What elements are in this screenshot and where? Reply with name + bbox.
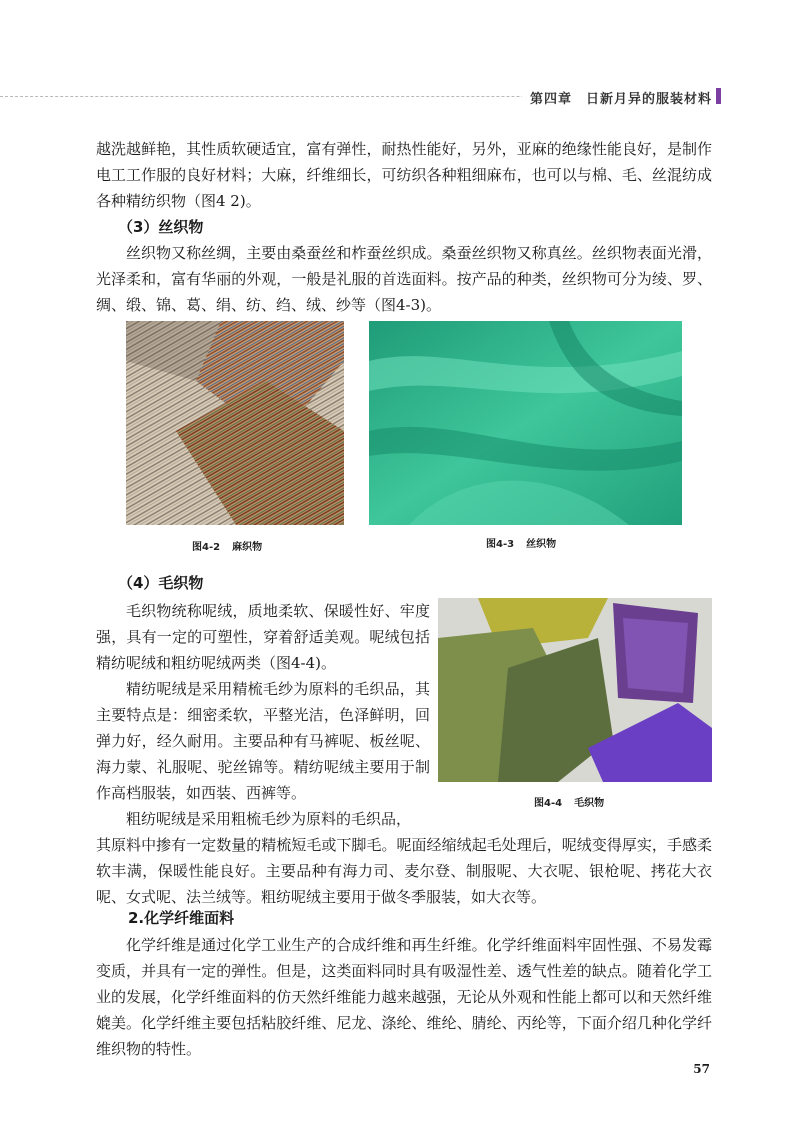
figure-4-4-caption bbox=[534, 794, 604, 809]
figure-label: 丝织物 bbox=[526, 539, 557, 550]
section-chemical-fiber-paragraph: 化学纤维是通过化学工业生产的合成纤维和再生纤维。化学纤维面料牢固性强、不易发霉变质，并具有一定的弹性。但是，这类面料同时具有吸湿性差、透气性差的缺点。随着化学工业的发展，化学纤维面料的仿天然纤维能力越来越强，无论从外观和性能上都可以和天然纤维媲美。化学纤维主要包括粘胶纤维、尼龙、涤纶、维纶、腈纶、丙纶等，下面介绍几种化学纤维织物的特性。 bbox=[96, 936, 712, 1058]
section-silk-heading: （3）丝织物 bbox=[118, 218, 204, 236]
figure-4-2-caption bbox=[192, 538, 262, 553]
chapter-accent-bar bbox=[716, 88, 721, 104]
silk-fabric-photo bbox=[369, 321, 682, 525]
section-wool-paragraph-2: 精纺呢绒是采用精梳毛纱为原料的毛织品，其主要特点是：细密柔软，平整光洁，色泽鲜明，回弹力好，经久耐用。主要品种有马裤呢、板丝呢、海力蒙、礼服呢、驼丝锦等。精纺呢绒主要用于制作高档服装，如西装、西裤等。 bbox=[96, 680, 430, 802]
section-wool-paragraph-3-rest: 其原料中掺有一定数量的精梳短毛或下脚毛。呢面经缩绒起毛处理后，呢绒变得厚实，手感柔软丰满，保暖性能良好。主要品种有海力司、麦尔登、制服呢、大衣呢、银枪呢、拷花大衣呢、女式呢、法兰绒等。粗纺呢绒主要用于做冬季服装，如大衣等。 bbox=[96, 836, 712, 906]
figure-number: 图4-2 bbox=[192, 542, 221, 553]
section-chemical-fiber-heading: 2.化学纤维面料 bbox=[128, 909, 235, 927]
figure-number: 图4-4 bbox=[534, 798, 563, 809]
page-number: 57 bbox=[693, 1062, 710, 1076]
figure-label: 毛织物 bbox=[574, 798, 605, 809]
linen-fabric-photo bbox=[126, 321, 344, 525]
section-silk-paragraph: 丝织物又称丝绸，主要由桑蚕丝和柞蚕丝织成。桑蚕丝织物又称真丝。丝织物表面光滑，光泽柔和，富有华丽的外观，一般是礼服的首选面料。按产品的种类，丝织物可分为绫、罗、绸、缎、锦、葛、绢、纺、绉、绒、纱等（图4-3)。 bbox=[96, 244, 712, 314]
intro-paragraph: 越洗越鲜艳，其性质软硬适宜，富有弹性，耐热性能好，另外，亚麻的绝缘性能良好，是制作电工工作服的良好材料；大麻，纤维细长，可纺织各种粗细麻布，也可以与棉、毛、丝混纺成各种精纺织物（图4 2)。 bbox=[96, 140, 712, 210]
chapter-title: 第四章 日新月异的服装材料 bbox=[522, 88, 712, 107]
section-wool-paragraph-1: 毛织物统称呢绒，质地柔软、保暖性好、牢度强，具有一定的可塑性，穿着舒适美观。呢绒包括精纺呢绒和粗纺呢绒两类（图4-4)。 bbox=[96, 602, 430, 672]
section-wool-heading: （4）毛织物 bbox=[118, 574, 204, 592]
figure-4-3-caption bbox=[486, 535, 556, 550]
figure-label: 麻织物 bbox=[232, 542, 263, 553]
wool-fabric-photo bbox=[438, 598, 712, 782]
section-wool-paragraph-3-start: 粗纺呢绒是采用粗梳毛纱为原料的毛织品， bbox=[126, 810, 412, 828]
figure-number: 图4-3 bbox=[486, 539, 515, 550]
